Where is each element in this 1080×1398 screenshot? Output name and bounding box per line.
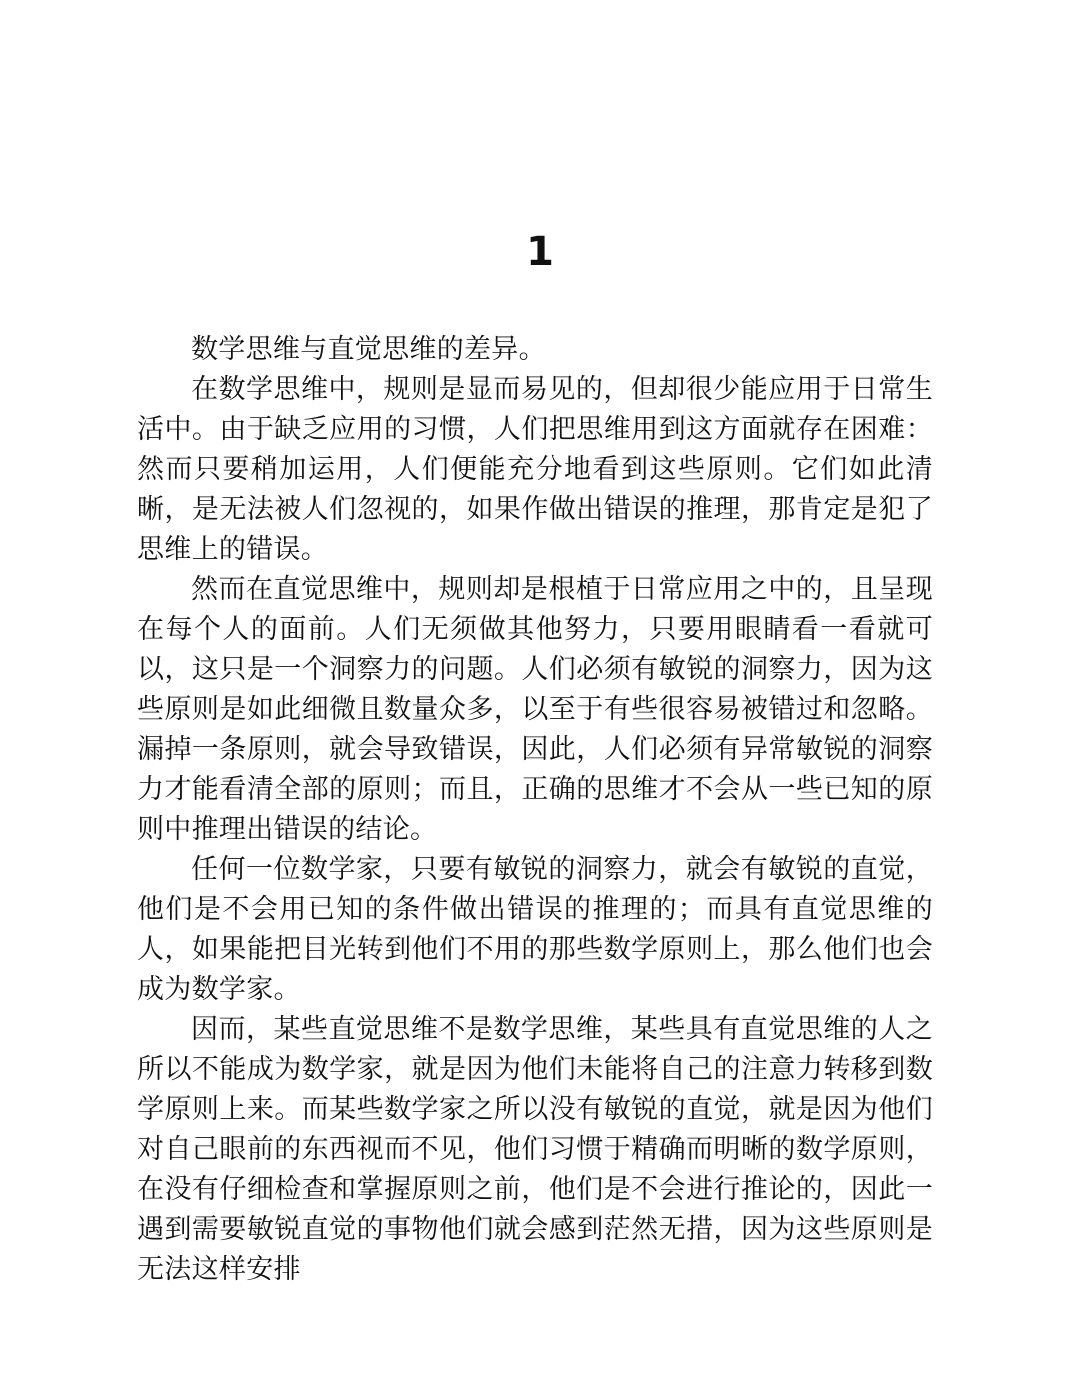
paragraph-intuitive-thinking: 然而在直觉思维中，规则却是根植于日常应用之中的，且呈现在每个人的面前。人们无须做其他努力，只要用眼睛看一看就可以，这只是一个洞察力的问题。人们必须有敏锐的洞察力，因为这些原则是如此细微且数量众多，以至于有些很容易被错过和忽略。漏掉一条原则，就会导致错误，因此，人们必须有异常敏锐的洞察力才能看清全部的原则；而且，正确的思维才不会从一些已知的原则中推理出错误的结论。 [137, 574, 933, 845]
chapter-number: 1 [526, 229, 554, 275]
paragraph-intro: 数学思维与直觉思维的差异。 [191, 334, 546, 365]
paragraph-mathematical-thinking: 在数学思维中，规则是显而易见的，但却很少能应用于日常生活中。由于缺乏应用的习惯，人们把思维用到这方面就存在困难：然而只要稍加运用，人们便能充分地看到这些原则。它们如此清晰，是无法被人们忽视的，如果作做出错误的推理，那肯定是犯了思维上的错误。 [137, 374, 933, 565]
paragraph-mathematician-insight: 任何一位数学家，只要有敏锐的洞察力，就会有敏锐的直觉，他们是不会用已知的条件做出错误的推理的；而具有直觉思维的人，如果能把目光转到他们不用的那些数学原则上，那么他们也会成为数学家。 [137, 854, 933, 1005]
chapter-body [137, 330, 933, 1290]
paragraph-conclusion: 因而，某些直觉思维不是数学思维，某些具有直觉思维的人之所以不能成为数学家，就是因为他们未能将自己的注意力转移到数学原则上来。而某些数学家之所以没有敏锐的直觉，就是因为他们对自己眼前的东西视而不见，他们习惯于精确而明晰的数学原则，在没有仔细检查和掌握原则之前，他们是不会进行推论的，因此一遇到需要敏锐直觉的事物他们就会感到茫然无措，因为这些原则是无法这样安排 [137, 1014, 933, 1285]
